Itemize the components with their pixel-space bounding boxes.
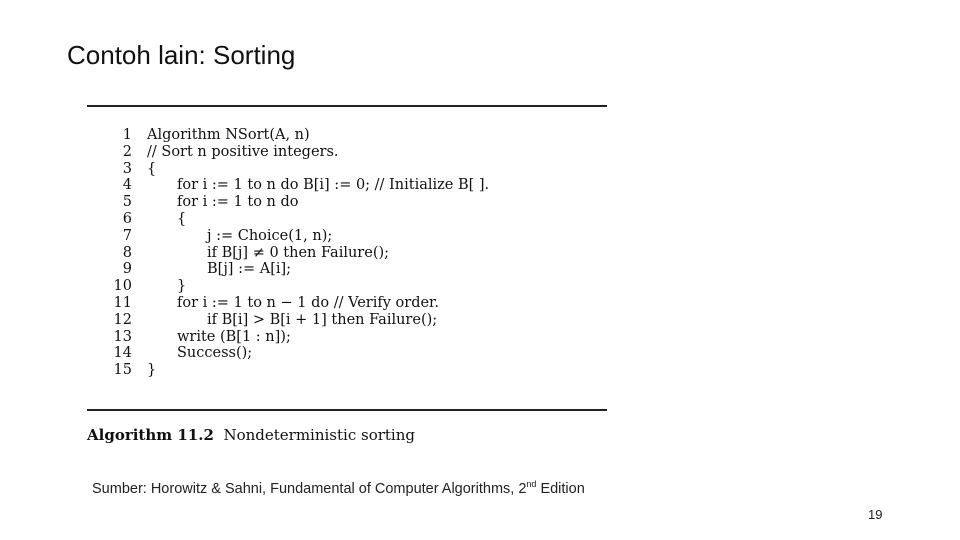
code-text: }	[177, 278, 187, 295]
source-citation	[92, 479, 585, 497]
caption-text: Nondeterministic sorting	[223, 426, 415, 444]
code-text: B[j] := A[i];	[207, 261, 292, 278]
line-number: 6	[122, 210, 132, 227]
line-number: 4	[122, 177, 132, 194]
line-number: 1	[122, 127, 132, 143]
top-rule	[87, 105, 607, 107]
code-text: if B[j] ≠ 0 then Failure();	[207, 244, 390, 261]
line-number: 2	[122, 143, 132, 160]
code-text: for i := 1 to n do	[177, 194, 299, 211]
code-text: }	[147, 362, 157, 379]
line-number: 12	[113, 311, 132, 328]
code-text: for i := 1 to n − 1 do // Verify order.	[177, 294, 439, 311]
line-number: 11	[113, 294, 132, 311]
line-number: 5	[122, 194, 132, 211]
source-suffix: Edition	[536, 480, 585, 497]
line-number: 15	[113, 362, 132, 379]
code-text: if B[i] > B[i + 1] then Failure();	[207, 311, 438, 328]
line-number: 8	[122, 244, 132, 261]
line-number: 10	[113, 278, 132, 295]
line-number: 9	[122, 261, 132, 278]
bottom-rule	[87, 409, 607, 411]
code-text: // Sort n positive integers.	[147, 143, 339, 160]
caption-label: Algorithm 11.2	[87, 426, 214, 444]
algorithm-caption	[87, 426, 415, 444]
code-text: j := Choice(1, n);	[207, 227, 333, 244]
code-text: {	[177, 210, 187, 227]
line-number: 3	[122, 160, 132, 177]
code-text: for i := 1 to n do B[i] := 0; // Initialize B[ ].	[177, 177, 490, 194]
line-number: 7	[122, 227, 132, 244]
code-text: {	[147, 160, 157, 177]
page-number: 19	[868, 507, 883, 522]
source-prefix: Sumber: Horowitz & Sahni, Fundamental of Computer Algorithms, 2	[92, 480, 527, 497]
source-superscript: nd	[526, 479, 537, 489]
code-text: Algorithm NSort(A, n)	[147, 127, 310, 143]
slide-title: Contoh lain: Sorting	[67, 40, 296, 70]
code-text: Success();	[177, 345, 253, 362]
line-number: 13	[113, 328, 132, 345]
code-text: write (B[1 : n]);	[177, 328, 291, 345]
line-number: 14	[113, 345, 132, 362]
